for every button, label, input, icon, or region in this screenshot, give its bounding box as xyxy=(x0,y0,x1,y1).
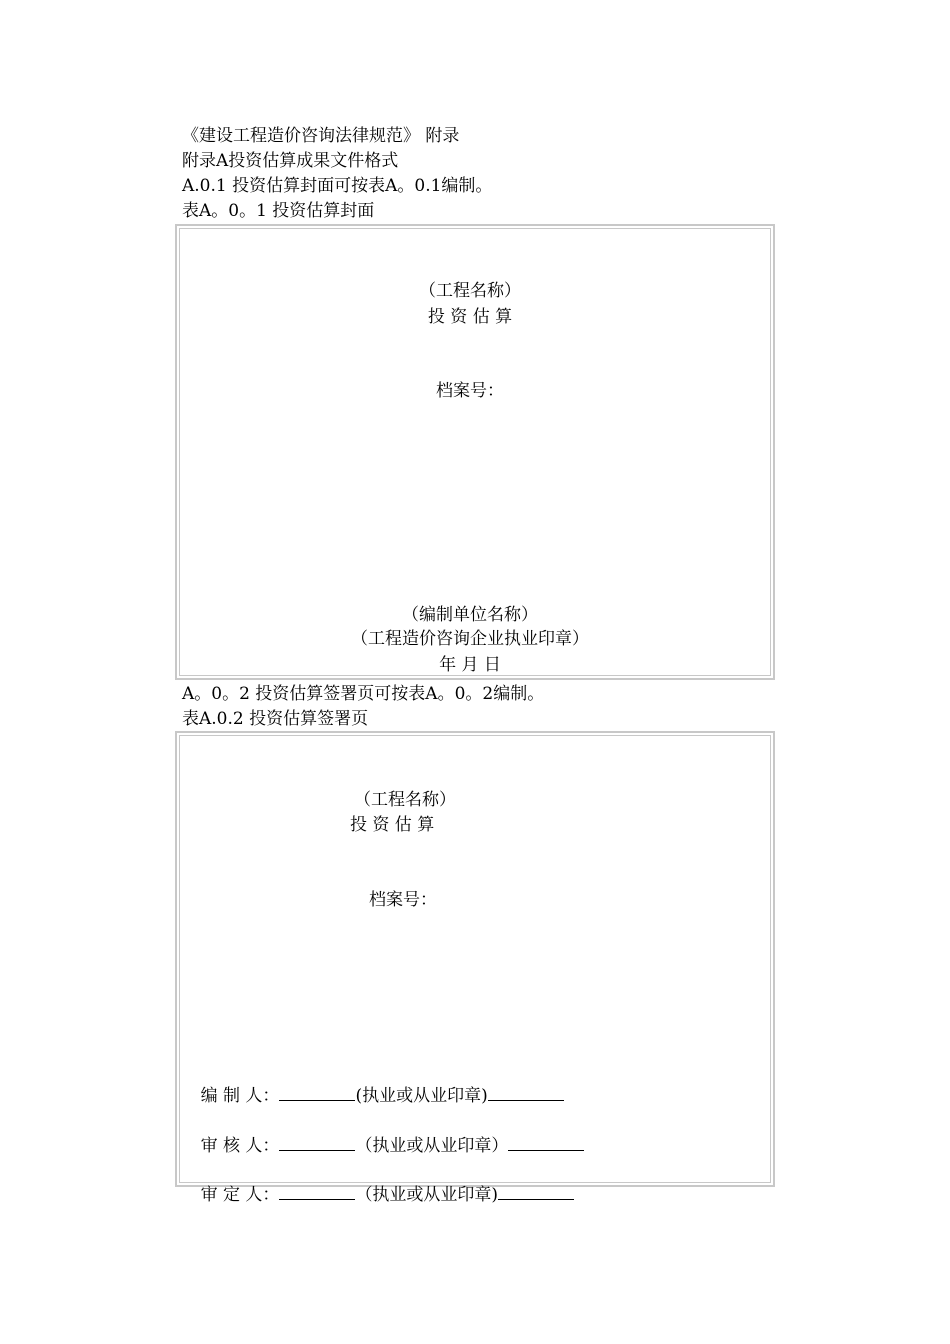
seal-blank xyxy=(488,1086,564,1101)
seal-blank xyxy=(498,1185,574,1200)
seal-blank xyxy=(508,1136,584,1151)
sign-project-name: （工程名称） xyxy=(354,790,456,810)
signer-row-approver xyxy=(179,1162,574,1228)
doc-title: 《建设工程造价咨询法律规范》 附录 xyxy=(182,126,460,146)
table-a01-caption: 表A。0。1 投资估算封面 xyxy=(182,201,375,221)
signer-label: 审 核 人： xyxy=(200,1136,280,1156)
clause-a01: A.0.1 投资估算封面可按表A。0.1编制。 xyxy=(182,176,493,196)
signer-seal: （执业或从业印章) xyxy=(355,1185,499,1205)
cover-project-name: （工程名称） xyxy=(419,281,521,301)
appendix-heading: 附录A投资估算成果文件格式 xyxy=(182,151,399,171)
sign-doc-title: 投 资 估 算 xyxy=(350,815,435,835)
cover-org-name: （编制单位名称） xyxy=(402,605,538,625)
cover-table xyxy=(175,224,775,680)
table-a02-caption: 表A.0.2 投资估算签署页 xyxy=(182,709,369,729)
signer-label: 审 定 人： xyxy=(200,1185,280,1205)
signature-blank xyxy=(279,1185,355,1200)
signature-blank xyxy=(279,1086,355,1101)
signature-blank xyxy=(279,1136,355,1151)
cover-file-no: 档案号： xyxy=(436,381,504,401)
signature-table xyxy=(175,731,775,1205)
signer-seal: (执业或从业印章) xyxy=(355,1086,488,1106)
sign-file-no: 档案号： xyxy=(369,890,437,910)
clause-a02: A。0。2 投资估算签署页可按表A。0。2编制。 xyxy=(182,684,545,704)
cover-date: 年 月 日 xyxy=(439,655,501,675)
cover-doc-title: 投 资 估 算 xyxy=(427,307,513,327)
cover-seal: （工程造价咨询企业执业印章） xyxy=(351,629,589,649)
signer-label: 编 制 人： xyxy=(200,1086,280,1106)
signer-seal: （执业或从业印章） xyxy=(355,1136,509,1156)
